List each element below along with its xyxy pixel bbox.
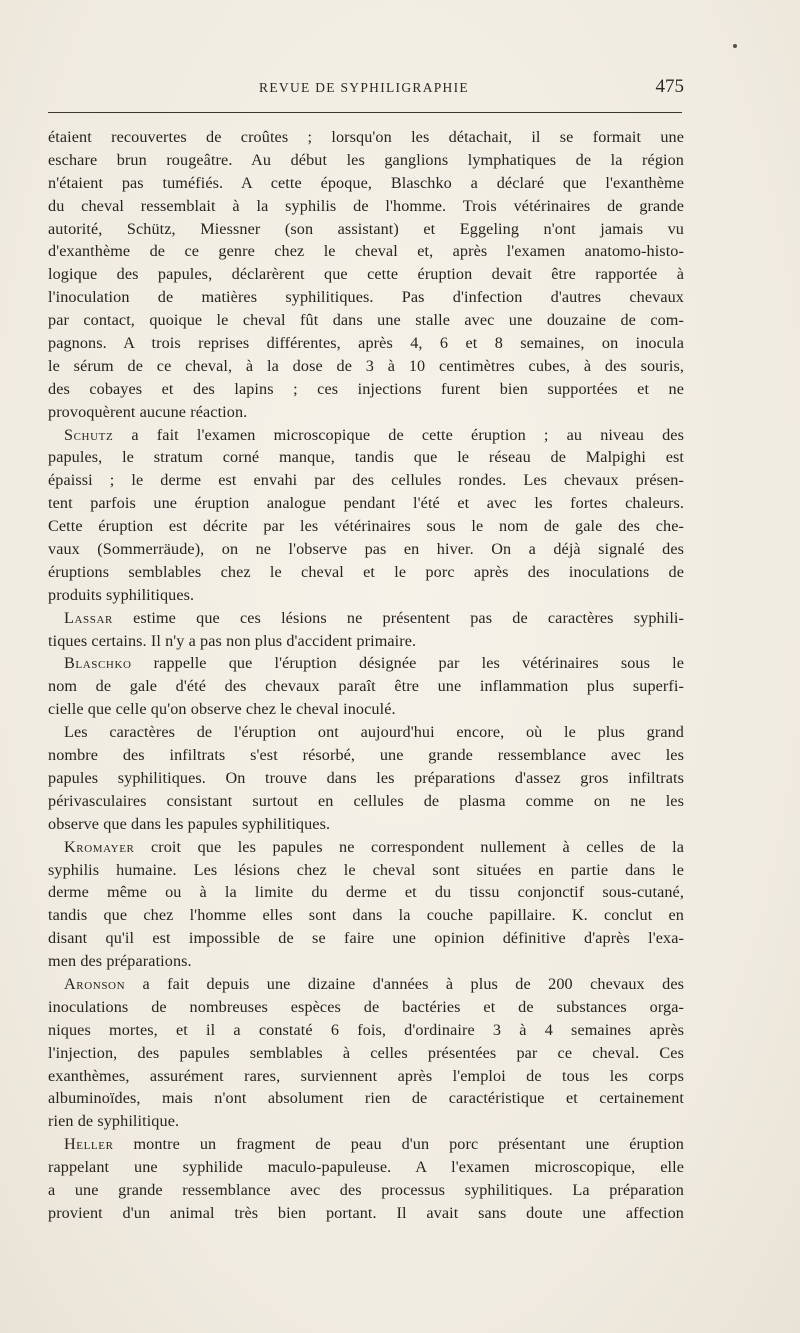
line-text: papules, le stratum corné manque, tandis que le réseau de Malpighi est: [48, 448, 684, 467]
text-line: [48, 584, 684, 607]
page-number: 475: [655, 76, 684, 97]
line-text: exanthèmes, assurément rares, surviennent après l'emploi de tous les corps: [48, 1066, 684, 1085]
line-text: l'injection, des papules semblables à celles présentées par ce cheval. Ces: [48, 1043, 684, 1062]
line-text: syphilis humaine. Les lésions chez le cheval sont situées en partie dans le: [48, 860, 684, 879]
line-text: des cobayes et des lapins ; ces injections furent bien supportées et ne: [48, 379, 684, 398]
text-line: [48, 355, 684, 378]
line-text: rappelle que l'éruption désignée par les vétérinaires sous le: [131, 654, 684, 673]
body-text: [48, 126, 684, 1225]
text-line: [48, 996, 684, 1019]
text-line: [48, 332, 684, 355]
text-line: [48, 401, 684, 424]
text-line: [48, 1179, 684, 1202]
line-text: logique des papules, déclarèrent que cette éruption devait être rapportée à: [48, 265, 684, 284]
line-text: nombre des infiltrats s'est résorbé, une grande ressemblance avec les: [48, 746, 684, 765]
text-line: [48, 492, 684, 515]
text-line: [48, 1087, 684, 1110]
text-line: [48, 195, 684, 218]
text-line: [48, 904, 684, 927]
text-line: [48, 607, 684, 630]
line-text: croit que les papules ne correspondent nullement à celles de la: [134, 837, 684, 856]
line-text: derme même ou à la limite du derme et du tissu conjonctif sous-cutané,: [48, 883, 684, 902]
line-text: produits syphilitiques.: [48, 585, 195, 604]
line-text: disant qu'il est impossible de se faire une opinion définitive d'après l'exa-: [48, 929, 684, 948]
line-text: a une grande ressemblance avec des processus syphilitiques. La préparation: [48, 1180, 684, 1199]
line-text: Les caractères de l'éruption ont aujourd'hui encore, où le plus grand: [64, 723, 684, 742]
text-line: [48, 1042, 684, 1065]
text-line: [48, 561, 684, 584]
text-line: [48, 538, 684, 561]
line-text: provient d'un animal très bien portant. Il avait sans doute une affection: [48, 1203, 684, 1222]
line-text: niques mortes, et il a constaté 6 fois, d'ordinaire 3 à 4 semaines après: [48, 1020, 684, 1039]
text-line: [48, 630, 684, 653]
line-text: provoquèrent aucune réaction.: [48, 402, 248, 421]
ink-speck: [733, 44, 737, 48]
line-text: éruptions semblables chez le cheval et le porc après des inoculations de: [48, 562, 684, 581]
text-line: [48, 973, 684, 996]
line-text: étaient recouvertes de croûtes ; lorsqu'on les détachait, il se formait une: [48, 128, 684, 146]
text-line: [48, 1019, 684, 1042]
line-text: men des préparations.: [48, 952, 192, 971]
text-line: [48, 1110, 684, 1133]
text-line: [48, 813, 684, 836]
line-text: cielle que celle qu'on observe chez le cheval inoculé.: [48, 700, 396, 719]
author-name: Heller: [64, 1135, 114, 1154]
text-line: [48, 286, 684, 309]
text-line: [48, 469, 684, 492]
text-line: [48, 126, 684, 149]
line-text: pagnons. A trois reprises différentes, après 4, 6 et 8 semaines, on inocula: [48, 334, 684, 353]
text-line: [48, 515, 684, 538]
line-text: a fait l'examen microscopique de cette éruption ; au niveau des: [113, 425, 684, 444]
line-text: l'inoculation de matières syphilitiques. Pas d'infection d'autres chevaux: [48, 288, 684, 307]
line-text: tent parfois une éruption analogue pendant l'été et avec les fortes chaleurs.: [48, 494, 684, 513]
line-text: inoculations de nombreuses espèces de bactéries et de substances orga-: [48, 997, 684, 1016]
text-line: [48, 675, 684, 698]
text-line: [48, 378, 684, 401]
author-name: Aronson: [64, 974, 126, 993]
text-line: [48, 149, 684, 172]
text-line: [48, 721, 684, 744]
line-text: albuminoïdes, mais n'ont absolument rien de caractéristique et certainement: [48, 1089, 684, 1108]
text-line: [48, 218, 684, 241]
text-line: [48, 767, 684, 790]
line-text: Cette éruption est décrite par les vétérinaires sous le nom de gale des che-: [48, 517, 684, 536]
text-line: [48, 1133, 684, 1156]
text-line: [48, 790, 684, 813]
line-text: vaux (Sommerräude), on ne l'observe pas en hiver. On a déjà signalé des: [48, 540, 684, 559]
line-text: le sérum de ce cheval, à la dose de 3 à 10 centimètres cubes, à des souris,: [48, 356, 684, 375]
author-name: Lassar: [64, 608, 113, 627]
line-text: nom de gale d'été des chevaux paraît être une inflammation plus superfi-: [48, 677, 684, 696]
text-line: [48, 1202, 684, 1225]
line-text: d'exanthème de ce genre chez le cheval et, après l'examen anatomo-histo-: [48, 242, 684, 261]
text-line: [48, 744, 684, 767]
line-text: tiques certains. Il n'y a pas non plus d'accident primaire.: [48, 631, 417, 650]
text-line: [48, 424, 684, 447]
line-text: épaissi ; le derme est envahi par des cellules rondes. Les chevaux présen-: [48, 471, 684, 490]
line-text: eschare brun rougeâtre. Au début les ganglions lymphatiques de la région: [48, 150, 684, 169]
line-text: montre un fragment de peau d'un porc présentant une éruption: [113, 1135, 684, 1154]
line-text: a fait depuis une dizaine d'années à plus de 200 chevaux des: [125, 974, 684, 993]
line-text: n'étaient pas tuméfiés. A cette époque, Blaschko a déclaré que l'exanthème: [48, 173, 684, 192]
text-line: [48, 1065, 684, 1088]
line-text: du cheval ressemblait à la syphilis de l'homme. Trois vétérinaires de grande: [48, 196, 684, 215]
line-text: périvasculaires consistant surtout en cellules de plasma comme on ne les: [48, 791, 684, 810]
author-name: Schutz: [64, 425, 114, 444]
text-line: [48, 836, 684, 859]
line-text: observe que dans les papules syphilitiques.: [48, 814, 331, 833]
line-text: tandis que chez l'homme elles sont dans la couche papillaire. K. conclut en: [48, 906, 684, 925]
page-header: [48, 76, 684, 104]
text-line: [48, 1156, 684, 1179]
author-name: Kromayer: [64, 837, 135, 856]
text-line: [48, 240, 684, 263]
text-line: [48, 698, 684, 721]
running-head: REVUE DE SYPHILIGRAPHIE: [259, 80, 469, 95]
header-rule: [48, 112, 682, 113]
text-line: [48, 172, 684, 195]
text-line: [48, 927, 684, 950]
text-line: [48, 652, 684, 675]
text-line: [48, 859, 684, 882]
text-line: [48, 881, 684, 904]
text-line: [48, 446, 684, 469]
text-line: [48, 263, 684, 286]
text-line: [48, 950, 684, 973]
line-text: papules syphilitiques. On trouve dans les préparations d'assez gros infiltrats: [48, 768, 684, 787]
line-text: autorité, Schütz, Miessner (son assistant) et Eggeling n'ont jamais vu: [48, 219, 684, 238]
line-text: par contact, quoique le cheval fût dans une stalle avec une douzaine de com-: [48, 311, 684, 330]
author-name: Blaschko: [64, 654, 132, 673]
line-text: rien de syphilitique.: [48, 1112, 180, 1131]
line-text: rappelant une syphilide maculo-papuleuse. A l'examen microscopique, elle: [48, 1158, 684, 1177]
text-line: [48, 309, 684, 332]
line-text: estime que ces lésions ne présentent pas de caractères syphili-: [112, 608, 684, 627]
